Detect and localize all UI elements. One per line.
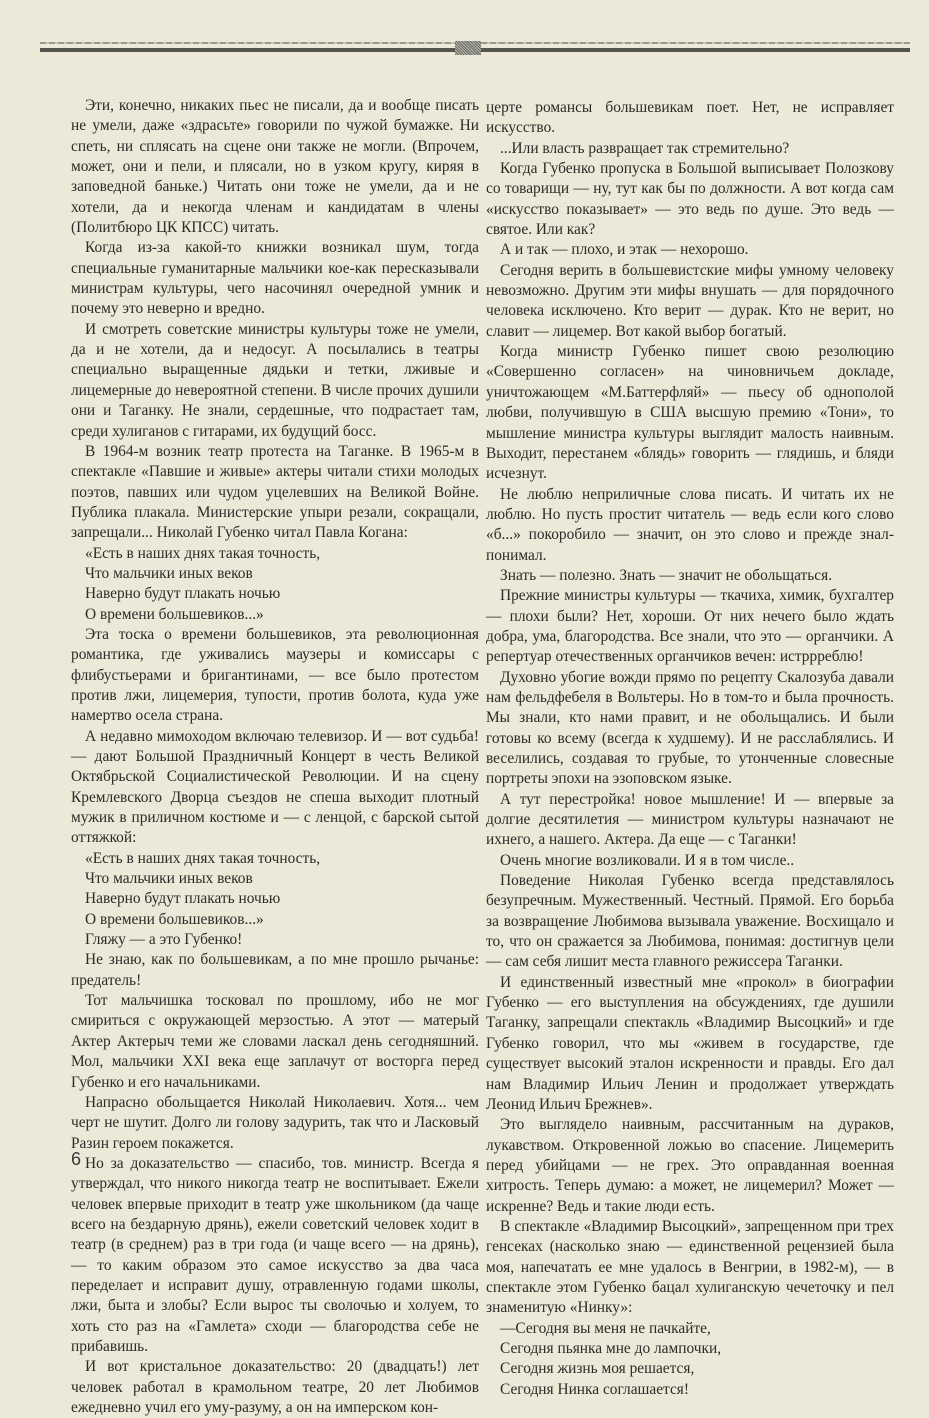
page-number: 6 bbox=[71, 1149, 82, 1169]
paragraph: Когда из-за какой-то книжки возникал шум, тогда специальные гуманитарные мальчики кое-как пересказывали министрам культуры, чего насочинял очередной умник и почему это неверно и вредно. bbox=[71, 239, 479, 318]
paragraph: Напрасно обольщается Николай Николаевич. Хотя... чем черт не шутит. Долго ли голову задурить, так что и Ласковый Разин героем покажется. bbox=[71, 1093, 479, 1152]
verse-line: О времени большевиков...» bbox=[85, 910, 264, 928]
paragraph: Не знаю, как по большевикам, а по мне прошло рычанье: предатель! bbox=[71, 951, 479, 989]
verse-line: Сегодня пьянка мне до лампочки, bbox=[500, 1339, 722, 1357]
header-rule-ornament bbox=[455, 41, 481, 55]
paragraph: И смотреть советские министры культуры тоже не умели, да и не хотели, да и недосуг. А посылались в театры специально выращенные дядьки и тетки, лживые и лицемерные до невероятной степени. В числе прочих душили они и Таганку. Не знали, сердешные, что подрастает там, среди хулиганов с гитарами, их будущий босс. bbox=[71, 320, 479, 440]
paragraph: Тот мальчишка тосковал по прошлому, ибо не мог смириться с окружающей мерзостью. А этот — матерый Актер Актерыч теми же словами ласкал день сегодняшний. Мол, мальчики XXI века еще заплачут от восторга перед Губенко и его начальниками. bbox=[71, 992, 479, 1091]
verse-quote bbox=[71, 544, 479, 625]
paragraph: А тут перестройка! новое мышление! И — впервые за долгие десятилетия — министром культуры назначают не ихнего, а нашего. Актера. Да еще — с Таганки! bbox=[486, 790, 894, 849]
verse-line: —Сегодня вы меня не пачкайте, bbox=[500, 1319, 711, 1337]
paragraph: Духовно убогие вожди прямо по рецепту Скалозуба давали нам фельдфебеля в Вольтеры. Но в том-то и была прочность. Мы знали, кто нами правит, и не обольщались. И были готовы ко всему (всегда к худшему). И не расслаблялись. И веселились, создавая то грубые, то утонченные словесные портреты эпохи на эзоповском языке. bbox=[486, 668, 894, 788]
right-column bbox=[486, 98, 894, 1400]
verse-line: Сегодня жизнь моя решается, bbox=[500, 1360, 695, 1378]
paragraph: Эта тоска о времени большевиков, эта революционная романтика, где уживались маузеры и комиссары с флибустьерами и бригантинами, — все было протестом против лжи, лицемерия, тупости, против болота, куда уже намертво осела страна. bbox=[71, 625, 479, 725]
paragraph: Знать — полезно. Знать — значит не обольщаться. bbox=[500, 566, 833, 584]
paragraph: ...Или власть развращает так стремительно? bbox=[500, 139, 790, 157]
paragraph: А недавно мимоходом включаю телевизор. И — вот судьба! — дают Большой Праздничный Концерт в честь Великой Октябрьской Социалистической Революции. И на сцену Кремлевского Дворца съездов не спеша выходит плотный мужик в приличном костюме и — с ленцой, с барской сытой оттяжкой: bbox=[71, 727, 479, 847]
paragraph-continued: церте романсы большевикам поет. Нет, не исправляет искусство. bbox=[486, 99, 894, 137]
verse-line: «Есть в наших днях такая точность, bbox=[85, 544, 321, 562]
verse-line: «Есть в наших днях такая точность, bbox=[85, 849, 321, 867]
paragraph: И вот кристальное доказательство: 20 (двадцать!) лет человек работал в крамольном театре, 20 лет Любимов ежедневно учил его уму-разуму, а он на имперском кон- bbox=[71, 1358, 479, 1416]
left-column bbox=[71, 96, 479, 1418]
verse-line: О времени большевиков...» bbox=[85, 605, 264, 623]
paragraph: Поведение Николая Губенко всегда представлялось безупречным. Мужественный. Честный. Прямой. Его борьба за возвращение Любимова вызывала уважение. Восхищало и то, что он сражается за Любимова, понимая: достигнув цели — сам себя лишит места главного режиссера Таганки. bbox=[486, 872, 894, 971]
paragraph: В спектакле «Владимир Высоцкий», запрещенном при трех генсеках (насколько знаю — единственной рецензией была моя, напечатать ее мне удалось в Венгрии, в 1982-м), — в спектакле этом Губенко бацал хулиганскую чечеточку и пел знаменитую «Нинку»: bbox=[486, 1217, 894, 1317]
paragraph: В 1964-м возник театр протеста на Таганке. В 1965-м в спектакле «Павшие и живые» актеры читали стихи молодых поэтов, павших или чудом уцелевших на Великой Войне. Публика плакала. Министерские упыри резали, сокращали, запрещали... Николай Губенко читал Павла Когана: bbox=[71, 442, 479, 542]
paragraph: Сегодня верить в большевистские мифы умному человеку невозможно. Другим эти мифы внушать — для порядочного человека исключено. Кто верит — дурак. Кто не верит, но славит — лицемер. Вот какой выбор богатый. bbox=[486, 261, 894, 340]
paragraph: А и так — плохо, и этак — нехорошо. bbox=[500, 241, 749, 259]
verse-quote bbox=[71, 849, 479, 951]
paragraph: И единственный известный мне «прокол» в биографии Губенко — его выступления на обсуждениях, где душили Таганку, запрещали спектакль «Владимир Высоцкий» и где Губенко говорил, что мы «живем в государстве, где существует высокий эталон искренности и правды. Его дал нам Владимир Ильич Ленин и продолжает утверждать Леонид Ильич Брежнев». bbox=[486, 973, 894, 1113]
verse-line: Наверно будут плакать ночью bbox=[85, 585, 281, 603]
paragraph: Эти, конечно, никаких пьес не писали, да и вообще писать не умели, даже «здрасьте» говорили по чужой бумажке. Ни спеть, ни сплясать на сцене они также не могли. (Впрочем, может, они и пели, и плясали, но в узком кругу, киряя в заповедной баньке.) Читать они тоже не умели, да и не хотели, да и некогда членам и кандидатам в члены (Политбюро ЦК КПСС) читать. bbox=[71, 97, 479, 237]
verse-line: Гляжу — а это Губенко! bbox=[85, 931, 243, 949]
paragraph: Когда министр Губенко пишет свою резолюцию «Совершенно согласен» на чиновничьем докладе, уничтожающем «М.Баттерфляй» — пьесу об однополой любви, получившую в США высшую премию «Тони», то мышление министра культуры выглядит малость наивным. Выходит, перестанем «блядь» говорить — глядишь, и бляди исчезнут. bbox=[486, 343, 894, 483]
paragraph: Когда Губенко пропуска в Большой выписывает Полозкову со товарищи — ну, тут как бы по должности. А вот когда сам «искусство показывает» — это ведь по душе. Это ведь — святое. Или как? bbox=[486, 160, 894, 239]
verse-quote bbox=[486, 1319, 894, 1400]
paragraph: Прежние министры культуры — ткачиха, химик, бухгалтер — плохи были? Нет, хороши. От них нечего было ждать добра, ума, благородства. Все знали, что это — органчики. А репертуар отечественных органчиков вечен: истррреблю! bbox=[486, 587, 894, 666]
verse-line: Что мальчики иных веков bbox=[85, 870, 253, 888]
verse-line: Наверно будут плакать ночью bbox=[85, 890, 281, 908]
paragraph: Это выглядело наивным, рассчитанным на дураков, лукавством. Откровенной ложью во спасение. Лицемерить перед убийцами — не грех. Это оправданная военная хитрость. Теперь думаю: а может, не лицемерил? Может — искренне? Ведь и такие люди есть. bbox=[486, 1116, 894, 1215]
paragraph: Очень многие возликовали. И я в том числе.. bbox=[500, 851, 795, 869]
paragraph: Но за доказательство — спасибо, тов. министр. Всегда я утверждал, что никого никогда театр не воспитывает. Ежели человек впервые приходит в театр уже школьником (да чаще всего на бездарную дрянь), ежели советский человек ходит в театр (в среднем) раз в три года (и чаще всего — на дрянь), — то каким образом это самое искусство за два часа переделает и исправит душу, отравленную годами школы, лжи, быта и злобы? Если вырос ты сволочью и холуем, то хоть сто раз на «Гамлета» сходи — благородства себе не прибавишь. bbox=[71, 1154, 479, 1355]
paragraph: Не люблю неприличные слова писать. И читать их не люблю. Но пусть простит читатель — ведь если кого слово «б...» покоробило — значит, он это слово и прежде знал-понимал. bbox=[486, 485, 894, 564]
verse-line: Сегодня Нинка соглашается! bbox=[500, 1380, 690, 1398]
verse-line: Что мальчики иных веков bbox=[85, 564, 253, 582]
